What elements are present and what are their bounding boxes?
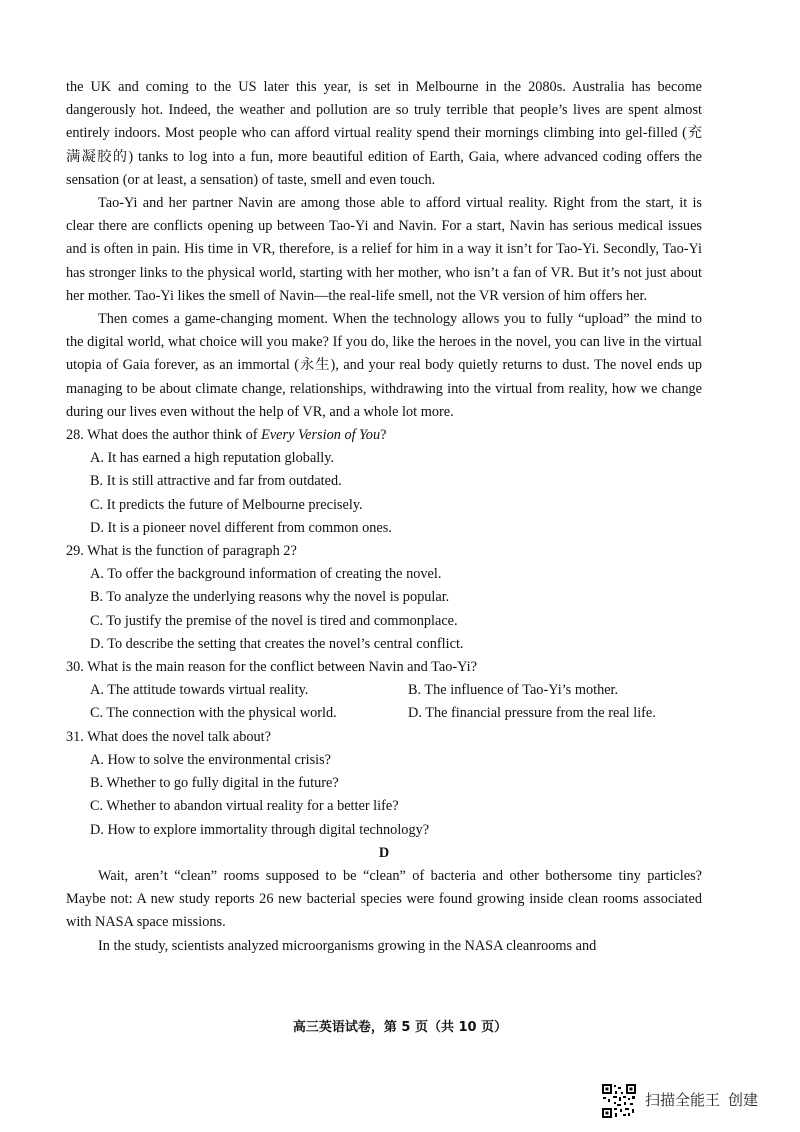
question-30-option-a: A. The attitude towards virtual reality. [90,682,309,699]
passage-c-paragraph-1: the UK and coming to the US later this year, is set in Melbourne in the 2080s. Australia has become dangerously hot. Indeed, the weather and pollution are so truly terrible that people’s lives are spent almost entirely indoors. Most people who can afford virtual reality spend their mornings climbing into gel-filled (充满凝胶的) tanks to log into a fun, more beautiful edition of Earth, Gaia, where advanced coding offers the sensation (or at least, a sensation) of taste, smell and even touch. [66,79,702,188]
question-31-stem: 31. What does the novel talk about? [66,728,272,745]
question-30-option-d: D. The financial pressure from the real life. [408,705,656,722]
document-body [66,76,702,958]
question-29-option-c: C. To justify the premise of the novel is tired and commonplace. [90,612,458,629]
question-28-stem: 28. What does the author think of Every Version of You? [66,427,387,444]
question-30-stem: 30. What is the main reason for the conflict between Navin and Tao-Yi? [66,659,477,676]
question-31-option-b: B. Whether to go fully digital in the future? [90,775,339,792]
question-28-option-b: B. It is still attractive and far from outdated. [90,473,342,490]
watermark-action: 创建 [728,1091,759,1110]
section-d-paragraph-1: Wait, aren’t “clean” rooms supposed to be “clean” of bacteria and other bothersome tiny particles? Maybe not: A new study reports 26 new bacterial species were found growing inside clean rooms associated with NASA space missions. [66,867,702,931]
section-d-heading: D [378,844,390,861]
question-30-options-row-2 [66,702,702,725]
page-footer: 高三英语试卷，第 5 页（共 10 页） [292,1020,508,1035]
question-29-option-a: A. To offer the background information of creating the novel. [90,566,442,583]
question-29 [66,540,702,656]
novel-title: Every Version of You [261,427,381,444]
question-29-option-d: D. To describe the setting that creates the novel’s central conflict. [90,635,464,652]
question-29-stem: 29. What is the function of paragraph 2? [66,543,297,560]
qr-code-icon [601,1083,637,1119]
scanner-watermark [601,1083,766,1119]
question-31-option-c: C. Whether to abandon virtual reality for a better life? [90,798,399,815]
question-28 [66,424,702,540]
question-31-option-d: D. How to explore immortality through digital technology? [90,821,430,838]
question-28-option-c: C. It predicts the future of Melbourne precisely. [90,496,363,513]
question-30-option-c: C. The connection with the physical world. [90,705,337,722]
watermark-text [645,1089,766,1112]
question-30-option-b: B. The influence of Tao-Yi’s mother. [408,682,619,699]
question-29-option-b: B. To analyze the underlying reasons why the novel is popular. [90,589,450,606]
section-d-paragraph-2: In the study, scientists analyzed microorganisms growing in the NASA cleanrooms and [98,937,597,954]
passage-c-paragraph-2: Tao-Yi and her partner Navin are among those able to afford virtual reality. Right from the start, it is clear there are conflicts opening up between Tao-Yi and Navin. For a start, Navin has serious medical issues and is often in pain. His time in VR, therefore, is a relief for him in a way it isn’t for Tao-Yi. Secondly, Tao-Yi has stronger links to the physical world, starting with her mother, who isn’t a fan of VR. But it’s not just about her mother. Tao-Yi likes the smell of Navin—the real-life smell, not the VR version of him offers her. [66,195,702,304]
question-30 [66,656,702,726]
question-31 [66,726,702,842]
passage-c-paragraph-3: Then comes a game-changing moment. When the technology allows you to fully “upload” the mind to the digital world, what choice will you make? If you do, like the heroes in the novel, you can live in the virtual utopia of Gaia forever, as an immortal (永生), and your real body quietly returns to dust. The novel ends up managing to be about climate change, relationships, withdrawing into the virtual from reality, how we change during our lives even without the help of VR, and a whole lot more. [66,311,702,420]
question-28-option-a: A. It has earned a high reputation globally. [90,450,335,467]
question-31-option-a: A. How to solve the environmental crisis? [90,751,332,768]
question-28-option-d: D. It is a pioneer novel different from common ones. [90,519,392,536]
question-30-options-row-1 [66,679,702,702]
watermark-app-name: 扫描全能王 [645,1091,721,1110]
